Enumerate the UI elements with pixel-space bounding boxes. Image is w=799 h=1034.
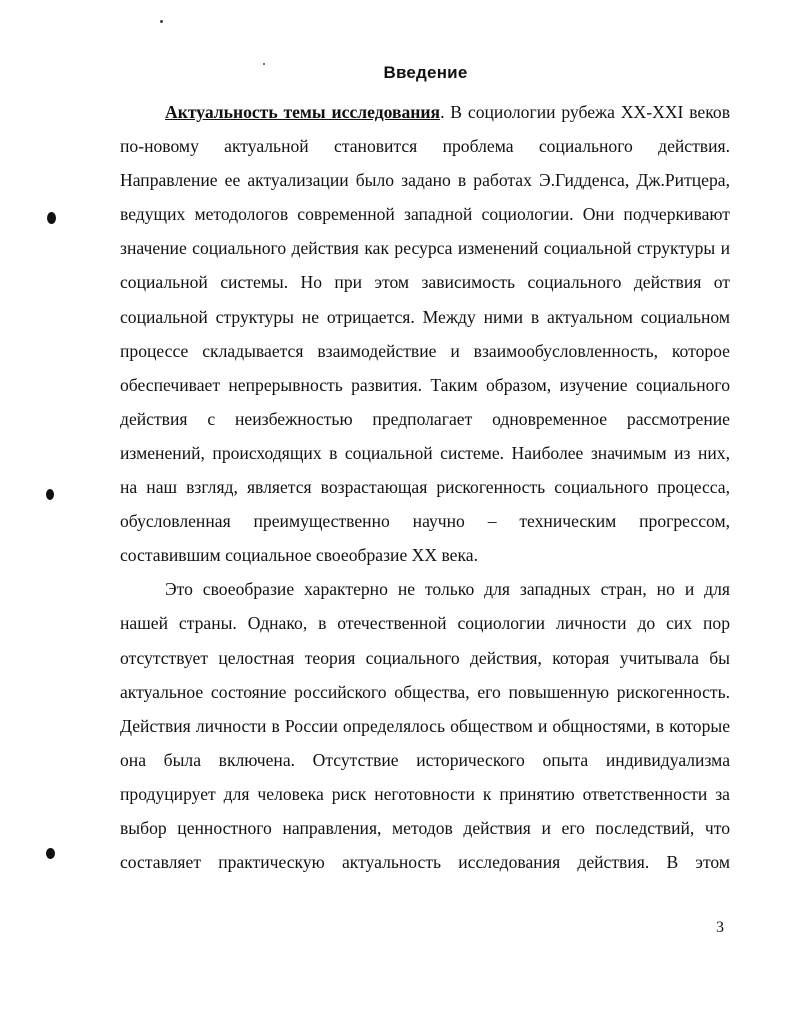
punch-hole-mark [47, 212, 56, 224]
paragraph-1-line: Направление ее актуализации было задано в работах Э.Гидденса, Дж.Ритцера, [120, 170, 730, 191]
scan-speck [160, 20, 163, 23]
paragraph-2-line: отсутствует целостная теория социального действия, которая учитывала бы [120, 647, 730, 668]
paragraph-1-line: изменений, происходящих в социальной системе. Наиболее значимым из них, [120, 442, 730, 463]
punch-hole-mark [46, 848, 55, 859]
relevance-lead: Актуальность темы исследования [165, 102, 441, 122]
paragraph-1-line: социальной структуры не отрицается. Между ними в актуальном социальном [120, 306, 730, 327]
paragraph-1-line: на наш взгляд, является возрастающая рискогенность социального процесса, [120, 477, 730, 498]
body-text [120, 95, 730, 879]
paragraph-1-line: социальной системы. Но при этом зависимость социального действия от [120, 272, 730, 293]
paragraph-2-line: актуальное состояние российского общества, его повышенную рискогенность. [120, 681, 730, 702]
punch-hole-mark [46, 489, 54, 500]
paragraph-2-line: нашей страны. Однако, в отечественной социологии личности до сих пор [120, 613, 730, 634]
relevance-lead-rest: . В социологии рубежа XX-XXI веков [440, 102, 731, 122]
paragraph-1-last-line: составившим социальное своеобразие XX века. [120, 545, 478, 566]
paragraph-2-line: она была включена. Отсутствие исторического опыта индивидуализма [120, 749, 730, 770]
paragraph-2-line: выбор ценностного направления, методов действия и его последствий, что [120, 817, 730, 838]
paragraph-2-line: Действия личности в России определялось обществом и общностями, в которые [120, 715, 730, 736]
paragraph-1-line: обусловленная преимущественно научно – техническим прогрессом, [120, 511, 730, 532]
paragraph-2-first-line: Это своеобразие характерно не только для западных стран, но и для [165, 579, 730, 600]
paragraph-1-line: обеспечивает непрерывность развития. Таким образом, изучение социального [120, 374, 730, 395]
paragraph-1-line: ведущих методологов современной западной социологии. Они подчеркивают [120, 204, 730, 225]
paragraph-1-line: действия с неизбежностью предполагает одновременное рассмотрение [120, 408, 730, 429]
page-number: 3 [716, 919, 724, 936]
paragraph-1-line: значение социального действия как ресурса изменений социальной структуры и [120, 238, 730, 259]
paragraph-1-line: по-новому актуальной становится проблема социального действия. [120, 136, 730, 157]
paragraph-1-line: процессе складывается взаимодействие и взаимообусловленность, которое [120, 340, 730, 361]
paragraph-2-line: продуцирует для человека риск неготовности к принятию ответственности за [120, 783, 730, 804]
paragraph-2-line: составляет практическую актуальность исследования действия. В этом [120, 852, 730, 873]
paragraph-1-line [120, 95, 730, 129]
section-heading: Введение [383, 63, 468, 82]
